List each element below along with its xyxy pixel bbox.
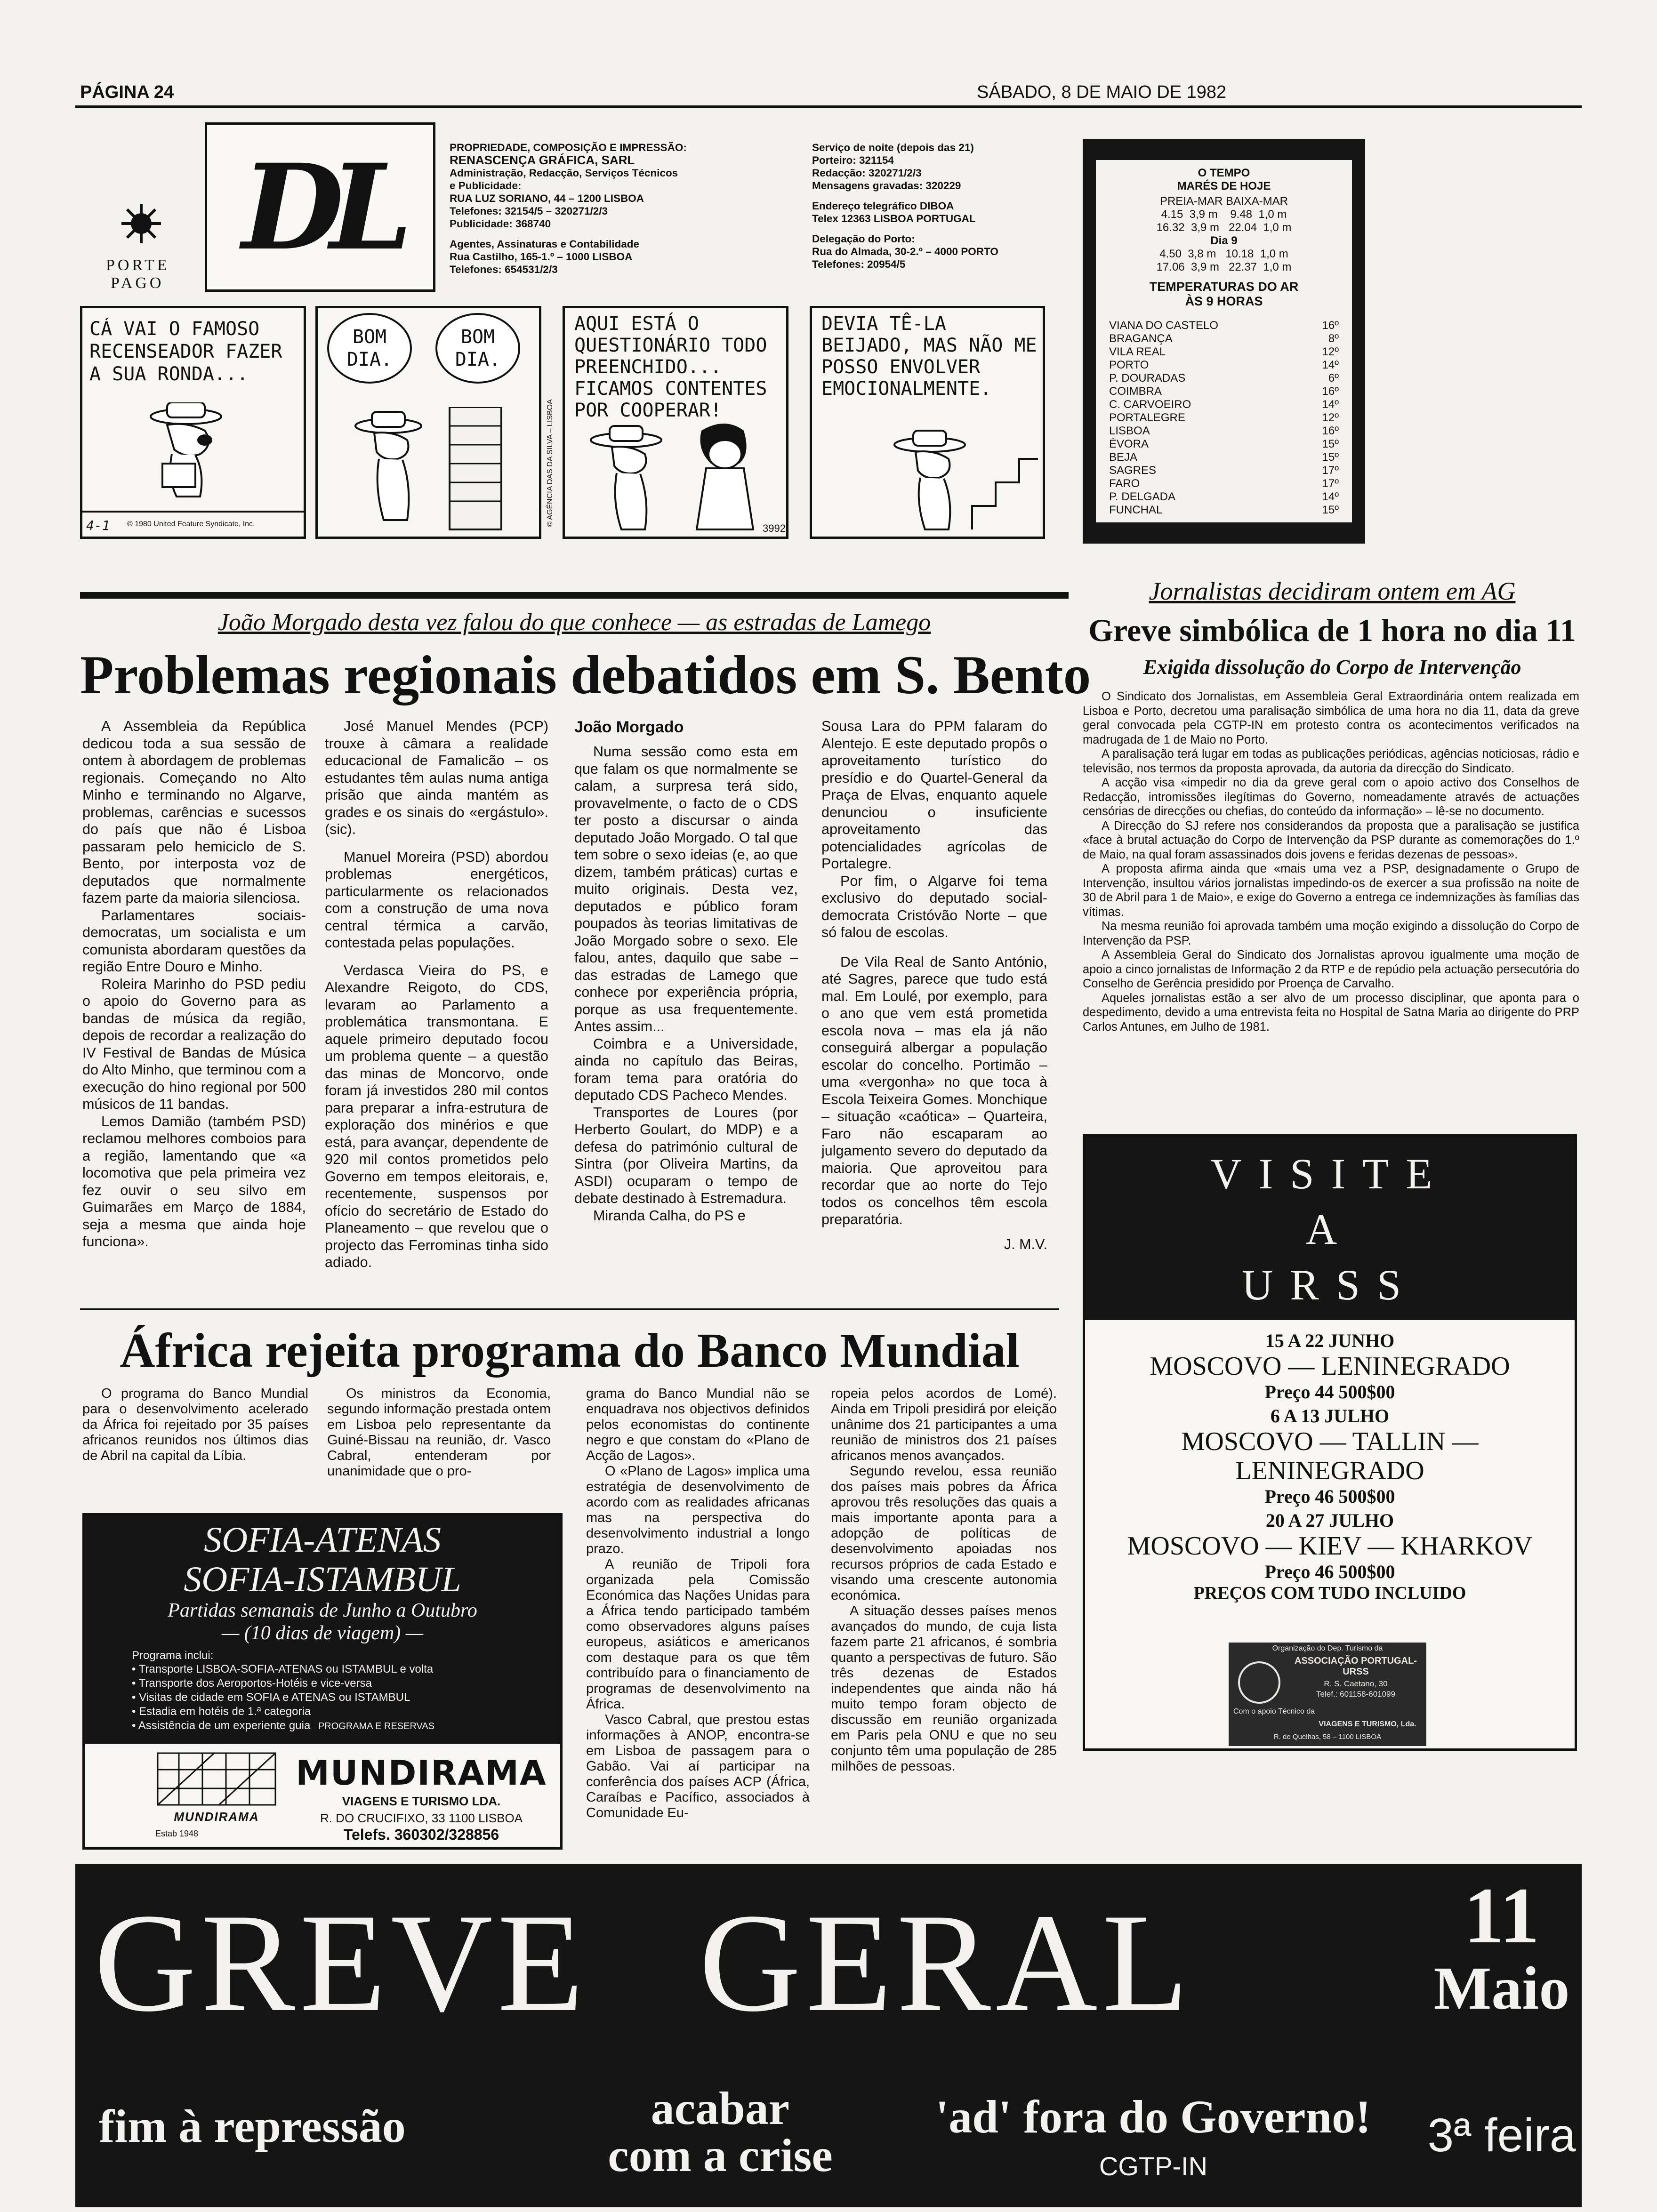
speech-bubble: BOM DIA. bbox=[435, 313, 520, 384]
city-temperature-row bbox=[1109, 385, 1339, 398]
paragraph: O programa do Banco Mundial para o desenvolvimento acelerado da África foi rejeitado por 35 países africanos reunidos nos últimos dias de Abril na capital da Líbia. bbox=[82, 1386, 308, 1463]
paragraph: A Direcção do SJ refere nos considerandos da proposta que a paralisação se justifica «face à brutal actuação do Corpo de Intervenção da PSP durante as comemorações do 1.º de Maio, na qual foram assassinados dois jovens e feridas dezenas de pessoas». bbox=[1083, 819, 1579, 861]
city-name: PORTALEGRE bbox=[1109, 411, 1185, 424]
postage-emblem bbox=[118, 200, 165, 247]
info-line: Agentes, Assinaturas e Contabilidade bbox=[450, 238, 640, 250]
trip-dates: 15 A 22 JUNHO bbox=[1265, 1330, 1395, 1351]
paragraph: Numa sessão como esta em que falam os que normalmente se calam, a surpresa terá sido, provavelmente, o facto de o CDS ter posto a discursar o ainda deputado João Morgado. O tal que tem sobre o sexo ideias (e, ao que dizem, também práticas) curtas e muito originais. Desta vez, deputados e público foram poupados às teorias limitativas de João Morgado sobre o sexo. Ele falou, antes, daquilo que sabe – das estradas de Lamego que conhece por experiência própria, porque as usa frequentemente. Antes assim... bbox=[574, 744, 798, 1034]
city-temp: 14º bbox=[1322, 398, 1339, 411]
paragraph: Vasco Cabral, que prestou estas informações à ANOP, encontra-se em Lisboa de passagem para o Gabão. Vai aí participar na conferência dos países ACP (África, Caraíbas e Pacífico, associados à Comunidade Eu- bbox=[586, 1712, 810, 1820]
paragraph: A situação desses países menos avançados do mundo, de cuja lista fazem parte 21 africanos, é sombria quanto a perspectivas de futuro. São três dezenas de Estados independentes que ainda não há muito tempo foram objecto de discussão em reunião organizada em Paris pela ONU e que no seu conjunto têm uma população de 285 milhões de pessoas. bbox=[831, 1603, 1057, 1774]
slogan-crise: com a crise bbox=[608, 2129, 833, 2181]
city-name: BEJA bbox=[1109, 451, 1138, 464]
sofia-line-1: SOFIA-ATENAS bbox=[204, 1520, 441, 1560]
urss-label: URSS bbox=[1241, 1261, 1418, 1309]
paragraph: A proposta afirma ainda que «mais uma vez a PSP, designadamente o Grupo de Intervenção, insultou vários jornalistas impedindo-os de exercer a sua profissão na noite de 30 de Abril para 1 de Maio», e exige do Governo a entrega ce indemnizações às famílias das vítimas. bbox=[1083, 862, 1579, 919]
masthead-info-right bbox=[812, 141, 1057, 271]
city-temperature-row bbox=[1109, 411, 1339, 425]
city-temp: 6º bbox=[1328, 372, 1339, 385]
article-top-rule bbox=[80, 592, 1069, 599]
paragraph: Parlamentares sociais-democratas, um socialista e um comunista abordaram questões da região Entre Douro e Minho. bbox=[82, 907, 306, 975]
city-temp: 15º bbox=[1322, 504, 1339, 516]
weather-box bbox=[1083, 139, 1365, 544]
city-temp: 14º bbox=[1322, 359, 1339, 371]
info-line: Telefones: 20954/5 bbox=[812, 258, 906, 270]
city-name: FUNCHAL bbox=[1109, 504, 1163, 516]
info-line: Telex 12363 LISBOA PORTUGAL bbox=[812, 213, 976, 224]
paragraph: Miranda Calha, do PS e bbox=[593, 1207, 746, 1224]
panel4-caption: DEVIA TÊ-LA BEIJADO, MAS NÃO ME POSSO ENVOLVER EMOCIONALMENTE. bbox=[821, 313, 1037, 400]
estab-label: Estab 1948 bbox=[155, 1829, 199, 1838]
urss-organizer bbox=[1229, 1643, 1426, 1746]
bullet-item: • Transporte LISBOA-SOFIA-ATENAS ou ISTAMBUL e volta bbox=[132, 1663, 434, 1675]
programa-reservas: PROGRAMA E RESERVAS bbox=[318, 1721, 435, 1731]
paragraph: A Assembleia da República dedicou toda a sua sessão de ontem à abordagem de problemas regionais. Começando no Alto Minho e terminando no Algarve, problemas, carências e sucessos do país que não é Lisboa passaram pelo hemiciclo de S. Bento, por interposta voz de deputados que normalmente fazem parte da maioria silenciosa. bbox=[82, 718, 306, 906]
city-temp: 15º bbox=[1322, 438, 1339, 450]
city-temp: 15º bbox=[1322, 451, 1339, 464]
urss-trips bbox=[1085, 1330, 1575, 1603]
paragraph: Transportes de Loures (por Herberto Goulart, do MDP) e a defesa do património cultural de Sintra (por Oliveira Martins, da ASDI) ocuparam o tempo de debate destinado à Estremadura. bbox=[574, 1104, 798, 1206]
side-kicker: Jornalistas decidiram ontem em AG bbox=[1149, 577, 1516, 605]
sofia-line-2: SOFIA-ISTAMBUL bbox=[184, 1560, 461, 1599]
agency-address: R. de Quelhas, 58 – 1100 LISBOA bbox=[1273, 1733, 1382, 1741]
slogan-repressao: fim à repressão bbox=[99, 2100, 406, 2152]
characters-icon bbox=[346, 407, 515, 534]
paragraph: Os ministros da Economia, segundo informação prestada ontem em Lisboa pelo representante da Guiné-Bissau na reunião, dr. Vasco Cabral, entenderam por unanimidade que o pro- bbox=[327, 1386, 551, 1479]
info-line: Rua do Almada, 30-2.º – 4000 PORTO bbox=[812, 246, 998, 257]
page-date: SÁBADO, 8 DE MAIO DE 1982 bbox=[977, 82, 1227, 102]
city-name: C. CARVOEIRO bbox=[1109, 398, 1191, 411]
city-temperature-row bbox=[1109, 345, 1339, 359]
city-temp: 12º bbox=[1322, 411, 1339, 424]
city-name: PORTO bbox=[1109, 359, 1149, 371]
speech-bubble: BOM DIA. bbox=[327, 313, 412, 384]
comic-panel-2 bbox=[315, 306, 541, 539]
main-kicker: João Morgado desta vez falou do que conhece — as estradas de Lamego bbox=[217, 609, 931, 636]
panel3-caption: AQUI ESTÁ O QUESTIONÁRIO TODO PREENCHIDO... FICAMOS CONTENTES POR COOPERAR! bbox=[574, 313, 767, 421]
urss-ad bbox=[1083, 1134, 1577, 1751]
paragraph: Roleira Marinho do PSD pediu o apoio do Governo para as bandas de música da região, depois de recordar a realização do IV Festival de Bandas de Música do Alto Minho, que terminou com a execução do hino regional por 500 músicos de 11 bandas. bbox=[82, 976, 306, 1112]
main-col-4 bbox=[821, 718, 1047, 1301]
city-temperature-row bbox=[1109, 477, 1339, 490]
weather-panel bbox=[1096, 160, 1352, 522]
comic-panel-3 bbox=[563, 306, 788, 539]
paragraph: Manuel Moreira (PSD) abordou problemas energéticos, particularmente os relacionados com a construção de uma nova central térmica a carvão, contestada pelas populações. bbox=[325, 849, 548, 951]
greve-geral-ad bbox=[75, 1864, 1582, 2207]
comic-copyright: © 1980 United Feature Syndicate, Inc. bbox=[127, 520, 255, 528]
bullet-item: • Estadia em hotéis de 1.ª categoria bbox=[132, 1705, 311, 1718]
greve-title bbox=[94, 1884, 1365, 2041]
ground-line bbox=[82, 511, 304, 513]
comic-side-credit: © AGÊNCIA DAS DA SILVA – LISBOA bbox=[546, 399, 554, 527]
mundirama-small: MUNDIRAMA bbox=[174, 1810, 259, 1824]
info-line: Telefones: 654531/2/3 bbox=[450, 264, 558, 275]
main-col-1 bbox=[82, 718, 306, 1301]
africa-col-2 bbox=[327, 1386, 551, 1518]
sofia-line-4: — (10 dias de viagem) — bbox=[221, 1622, 424, 1644]
temp-subtitle: ÀS 9 HORAS bbox=[1185, 294, 1263, 308]
city-temperature-row bbox=[1109, 398, 1339, 411]
city-name: P. DOURADAS bbox=[1109, 372, 1186, 385]
info-line: Porteiro: 321154 bbox=[812, 154, 894, 166]
tide-row: 4.50 3,8 m 10.18 1,0 m bbox=[1159, 248, 1288, 260]
city-temperature-row bbox=[1109, 372, 1339, 385]
city-name: VILA REAL bbox=[1109, 345, 1166, 358]
header-rule bbox=[75, 105, 1582, 108]
bullet-item: • Transporte dos Aeroportos-Hotéis e vice-versa bbox=[132, 1677, 372, 1690]
africa-col-1 bbox=[82, 1386, 308, 1518]
mundirama-logo-box bbox=[155, 1751, 278, 1840]
dl-logo bbox=[205, 122, 435, 292]
tide-row: 16.32 3,9 m 22.04 1,0 m bbox=[1156, 221, 1292, 234]
snoopy-steps-icon bbox=[878, 426, 1038, 534]
city-name: COIMBRA bbox=[1109, 385, 1162, 398]
paragraph: Sousa Lara do PPM falaram do Alentejo. E este deputado propôs o aproveitamento turístico do presídio e do Quartel-General da Praça de Elvas, enquanto aquele denunciou o insuficiente aproveitamento das potencialidades agrícolas de Portalegre. bbox=[821, 718, 1047, 872]
main-col-3 bbox=[574, 718, 798, 1301]
info-line: Administração, Redacção, Serviços Técnicos bbox=[450, 167, 678, 179]
dl-logo-text: DL bbox=[241, 138, 399, 276]
city-name: LISBOA bbox=[1109, 425, 1150, 437]
mundirama-address: R. DO CRUCIFIXO, 33 1100 LISBOA bbox=[320, 1811, 523, 1825]
sofia-line-3: Partidas semanais de Junho a Outubro bbox=[168, 1600, 477, 1621]
bullet-item bbox=[132, 1719, 560, 1733]
info-line: e Publicidade: bbox=[450, 180, 522, 192]
org-seal-icon bbox=[1238, 1661, 1280, 1704]
paragraph: Verdasca Vieira do PS, e Alexandre Reigoto, do CDS, levaram ao Parlamento a problemática transmontana. E aquele primeiro deputado focou um problema quente – a questão das minas de Moncorvo, onde foram já investidos 280 mil contos para preparar a infra-estrutura de exploração dos minérios e que está, para avançar, dependente de 920 mil contos prometidos pelo Governo em tempos eleitorais, e, recentemente, suspensos por ofício do secretário de Estado do Planeamento – que revelou que o projecto das Ferrominas tinha sido adiado. bbox=[325, 962, 548, 1270]
paragraph: A reunião de Tripoli fora organizada pela Comissão Económica das Nações Unidas para a África tendo participado também como observadores alguns países europeus, asiáticos e americanos com destaque para os que têm contribuído para o financiamento de programas de desenvolvimento na África. bbox=[586, 1557, 810, 1712]
masthead-info-left bbox=[450, 141, 826, 276]
paragraph: Por fim, o Algarve foi tema exclusivo do deputado social-democrata Cristóvão Norte – que só falou de escolas. bbox=[821, 873, 1047, 940]
paragraph: Na mesma reunião foi aprovada também uma moção exigindo a dissolução do Corpo de Intervenção da PSP. bbox=[1083, 920, 1579, 947]
info-line: Endereço telegráfico DIBOA bbox=[812, 200, 954, 212]
sofia-banner bbox=[85, 1515, 560, 1744]
a-label: A bbox=[1305, 1205, 1354, 1253]
city-name: SAGRES bbox=[1109, 464, 1157, 477]
paragraph: A acção visa «impedir no dia da greve geral com o apoio activo dos Conselhos de Redacção, intromissões ilegítimas do Governo, nomeadamente através de actuações censórias de direcções ou chefias, do conteúdo da informação» – lê-se no documento. bbox=[1083, 776, 1579, 818]
panel1-caption: CÁ VAI O FAMOSO RECENSEADOR FAZER A SUA RONDA... bbox=[89, 318, 282, 385]
paragraph: ropeia pelos acordos de Lomé). Ainda em Tripoli presidirá por eleição unânime dos 21 participantes a uma reunião de ministros dos 21 países africanos menos avançados. bbox=[831, 1386, 1057, 1463]
mundirama-phones: Telefs. 360302/328856 bbox=[343, 1826, 499, 1843]
city-temp: 16º bbox=[1322, 385, 1339, 398]
agency-name: VIAGENS E TURISMO, Lda. bbox=[1319, 1720, 1416, 1728]
org-line: Organização do Dep. Turismo da bbox=[1272, 1644, 1383, 1652]
city-name: ÉVORA bbox=[1109, 438, 1149, 450]
urss-banner bbox=[1085, 1137, 1575, 1320]
city-temperature-row bbox=[1109, 438, 1339, 451]
lucy-snoopy-icon bbox=[584, 412, 772, 534]
city-temp: 8º bbox=[1328, 332, 1339, 345]
snoopy-hat-icon bbox=[134, 402, 238, 515]
cgtp-label: CGTP-IN bbox=[1099, 2151, 1208, 2181]
info-line: RENASCENÇA GRÁFICA, SARL bbox=[450, 153, 635, 167]
city-temperature-row bbox=[1109, 425, 1339, 438]
visite-label: VISITE bbox=[1210, 1150, 1449, 1198]
city-name: BRAGANÇA bbox=[1109, 332, 1173, 345]
trip-route: MOSCOVO — LENINEGRADO bbox=[1150, 1352, 1510, 1381]
col3-title: João Morgado bbox=[574, 718, 684, 736]
info-line: Serviço de noite (depois das 21) bbox=[812, 142, 974, 153]
article-signature: J. M.V. bbox=[1004, 1236, 1047, 1252]
comic-panel-4 bbox=[810, 306, 1045, 539]
africa-headline: África rejeita programa do Banco Mundial bbox=[120, 1323, 1020, 1378]
sun-emblem-icon bbox=[118, 200, 165, 247]
info-line: Delegação do Porto: bbox=[812, 233, 915, 245]
city-temperature-row bbox=[1109, 359, 1339, 372]
city-temperature-row bbox=[1109, 464, 1339, 477]
city-temp: 16º bbox=[1322, 425, 1339, 437]
city-temp: 17º bbox=[1322, 477, 1339, 490]
side-subheadline: Exigida dissolução do Corpo de Intervenção bbox=[1143, 656, 1521, 679]
trip-dates: 20 A 27 JULHO bbox=[1265, 1510, 1394, 1531]
org-line: R. S. Caetano, 30 bbox=[1324, 1679, 1388, 1688]
weekday-label: 3ª feira bbox=[1427, 2109, 1576, 2162]
trip-dates: 6 A 13 JULHO bbox=[1270, 1405, 1390, 1427]
masthead bbox=[80, 129, 1057, 292]
side-headline: Greve simbólica de 1 hora no dia 11 bbox=[1088, 612, 1576, 648]
paragraph: Aqueles jornalistas estão a ser alvo de um processo disciplinar, que aponta para o despedimento, devido a uma entrevista feita no Hospital de Satna Maria ao dirigente do PRP Carlos Antunes, em Julho de 1981. bbox=[1083, 991, 1579, 1034]
porte-label: PORTE bbox=[106, 256, 170, 274]
city-temp: 12º bbox=[1322, 345, 1339, 358]
paragraph: De Vila Real de Santo António, até Sagres, parece que tudo está mal. Em Loulé, por exemplo, para o ano que vem está prometida escola nova – mas ela já não conseguirá albergar a população escolar do concelho. Portimão – uma «vergonha» no que toca à Escola Teixeira Gomes. Monchique – situação «caótica» – Quarteira, Faro não escaparam ao julgamento severo do deputado da maioria. Que aproveitou para recordar que ao norte do Tejo todos os concelhos têm escola preparatória. bbox=[821, 954, 1047, 1227]
paragraph: O «Plano de Lagos» implica uma estratégia de desenvolvimento de acordo com as realidades africanas mas na perspectiva do desenvolvimento industrial a longo prazo. bbox=[586, 1464, 810, 1556]
mundirama-company: VIAGENS E TURISMO LDA. bbox=[342, 1794, 501, 1808]
paragraph: A paralisação terá lugar em todas as publicações periódicas, agências noticiosas, rádio e televisão, nos termos da proposta aprovada, da autoria da direcção do Sindicato. bbox=[1083, 747, 1579, 775]
tide-header: PREIA-MAR BAIXA-MAR bbox=[1159, 195, 1288, 208]
paragraph: Segundo revelou, essa reunião dos países mais pobres da África aprovou três resoluções das quais a mais importante aponta para a adopção de políticas de desenvolvimento apoiadas nos recursos próprios de cada Estado e visando uma crescente autonomia económica. bbox=[831, 1464, 1057, 1603]
main-article-bottom-rule bbox=[80, 1308, 1059, 1310]
slogan-acabar: acabar bbox=[651, 2082, 790, 2134]
trip-route: MOSCOVO — KIEV — KHARKOV bbox=[1127, 1531, 1533, 1561]
tide-row: 17.06 3,9 m 22.37 1,0 m bbox=[1156, 261, 1292, 273]
info-line: Rua Castilho, 165-1.º – 1000 LISBOA bbox=[450, 251, 633, 263]
paragraph: Lemos Damião (também PSD) reclamou melhores comboios para a região, lamentando que «a locomotiva que pela primeira vez fez ouvir o seu silvo em Guimarães em Março de 1884, seja a mesma que ainda hoje funciona». bbox=[82, 1113, 306, 1250]
urss-included: PREÇOS COM TUDO INCLUIDO bbox=[1193, 1583, 1466, 1603]
sofia-ad bbox=[82, 1513, 563, 1850]
greve-word: GREVE bbox=[94, 1884, 588, 2041]
comic-panel-1 bbox=[80, 306, 306, 539]
paragraph: grama do Banco Mundial não se enquadrava nos objectivos definidos pelos economistas do continente negro e que constam do «Plano de Acção de Lagos». bbox=[586, 1386, 810, 1463]
trip-price: Preço 44 500$00 bbox=[1264, 1381, 1395, 1403]
trip-price: Preço 46 500$00 bbox=[1264, 1561, 1395, 1582]
geral-word: GERAL bbox=[699, 1884, 1193, 2041]
trip-price: Preço 46 500$00 bbox=[1264, 1486, 1395, 1507]
info-line: Redacção: 320271/2/3 bbox=[812, 167, 922, 179]
greve-day: 11 bbox=[1464, 1871, 1540, 1960]
city-name: P. DELGADA bbox=[1109, 490, 1175, 503]
tide-row: Dia 9 bbox=[1210, 234, 1238, 247]
main-headline: Problemas regionais debatidos em S. Bento bbox=[80, 645, 1091, 705]
bullet-text: • Assistência de um experiente guia bbox=[132, 1719, 311, 1732]
sofia-bullets bbox=[85, 1662, 560, 1733]
africa-col-3 bbox=[586, 1386, 810, 1852]
info-line: RUA LUZ SORIANO, 44 – 1200 LISBOA bbox=[450, 192, 644, 204]
paragraph: A Assembleia Geral do Sindicato dos Jornalistas aprovou igualmente uma moção de apoio a cinco jornalistas de Informação 2 da RTP e de repúdio pela actuação persecutória do Conselho de Gerência presidido por Proença de Carvalho. bbox=[1083, 948, 1579, 990]
info-line: Telefones: 32154/5 – 320271/2/3 bbox=[450, 205, 608, 217]
city-temp: 16º bbox=[1322, 319, 1339, 332]
city-name: FARO bbox=[1109, 477, 1140, 490]
mundirama-grid-icon bbox=[155, 1751, 278, 1807]
weather-title: O TEMPO bbox=[1198, 167, 1250, 179]
city-temperature-row bbox=[1109, 451, 1339, 464]
slogan-ad-fora: 'ad' fora do Governo! bbox=[935, 2091, 1371, 2143]
city-temp: 17º bbox=[1322, 464, 1339, 477]
panel3-number: 3992 bbox=[763, 522, 786, 534]
city-temperature-row bbox=[1109, 504, 1339, 517]
panel1-footer: 4-1 bbox=[86, 518, 110, 533]
trip-route: MOSCOVO — TALLIN — LENINEGRADO bbox=[1181, 1427, 1479, 1485]
paragraph: José Manuel Mendes (PCP) trouxe à câmara a realidade educacional de Famalicão – os estudantes têm aulas numa antiga prisão que ainda mantém as grades e os sinais do «ergástulo». (sic). bbox=[325, 718, 548, 837]
org-line: ASSOCIAÇÃO PORTUGAL-URSS bbox=[1295, 1656, 1417, 1677]
pago-label: PAGO bbox=[111, 274, 164, 292]
city-name: VIANA DO CASTELO bbox=[1109, 319, 1219, 332]
city-temperature-row bbox=[1109, 332, 1339, 345]
paragraph: O Sindicato dos Jornalistas, em Assembleia Geral Extraordinária ontem realizada em Lisboa e Porto, decretou uma paralisação simbólica de uma hora no dia 11, data da greve geral convocada pela CGTP-IN em protesto contra os acontecimentos verificados na madrugada de 1 de Maio no Porto. bbox=[1083, 690, 1579, 746]
bullet-item: • Visitas de cidade em SOFIA e ATENAS ou ISTAMBUL bbox=[132, 1691, 410, 1704]
mundirama-brand: MUNDIRAMA bbox=[296, 1753, 547, 1793]
info-line: Publicidade: 368740 bbox=[450, 218, 551, 230]
org-line: Com o apoio Técnico da bbox=[1233, 1707, 1315, 1715]
comic-strip bbox=[80, 306, 1047, 541]
city-temperature-row bbox=[1109, 319, 1339, 332]
page-label: PÁGINA 24 bbox=[80, 82, 174, 102]
org-line: Telef.: 601158-601099 bbox=[1316, 1690, 1395, 1699]
city-temp: 14º bbox=[1322, 490, 1339, 503]
info-line: Mensagens gravadas: 320229 bbox=[812, 180, 961, 192]
main-col-2 bbox=[325, 718, 548, 1301]
tide-row: 4.15 3,9 m 9.48 1,0 m bbox=[1161, 208, 1287, 221]
programa-label: Programa inclui: bbox=[132, 1649, 214, 1662]
city-temperature-list bbox=[1109, 319, 1339, 517]
africa-col-4 bbox=[831, 1386, 1057, 1852]
paragraph: Coimbra e a Universidade, ainda no capítulo das Beiras, foram tema para oratória do deputado CDS Pacheco Mendes. bbox=[574, 1035, 798, 1103]
temp-title: TEMPERATURAS DO AR bbox=[1149, 280, 1299, 294]
info-line: PROPRIEDADE, COMPOSIÇÃO E IMPRESSÃO: bbox=[450, 142, 687, 153]
greve-month: Maio bbox=[1433, 1955, 1570, 2022]
city-temperature-row bbox=[1109, 490, 1339, 504]
weather-subtitle: MARÉS DE HOJE bbox=[1177, 180, 1271, 192]
